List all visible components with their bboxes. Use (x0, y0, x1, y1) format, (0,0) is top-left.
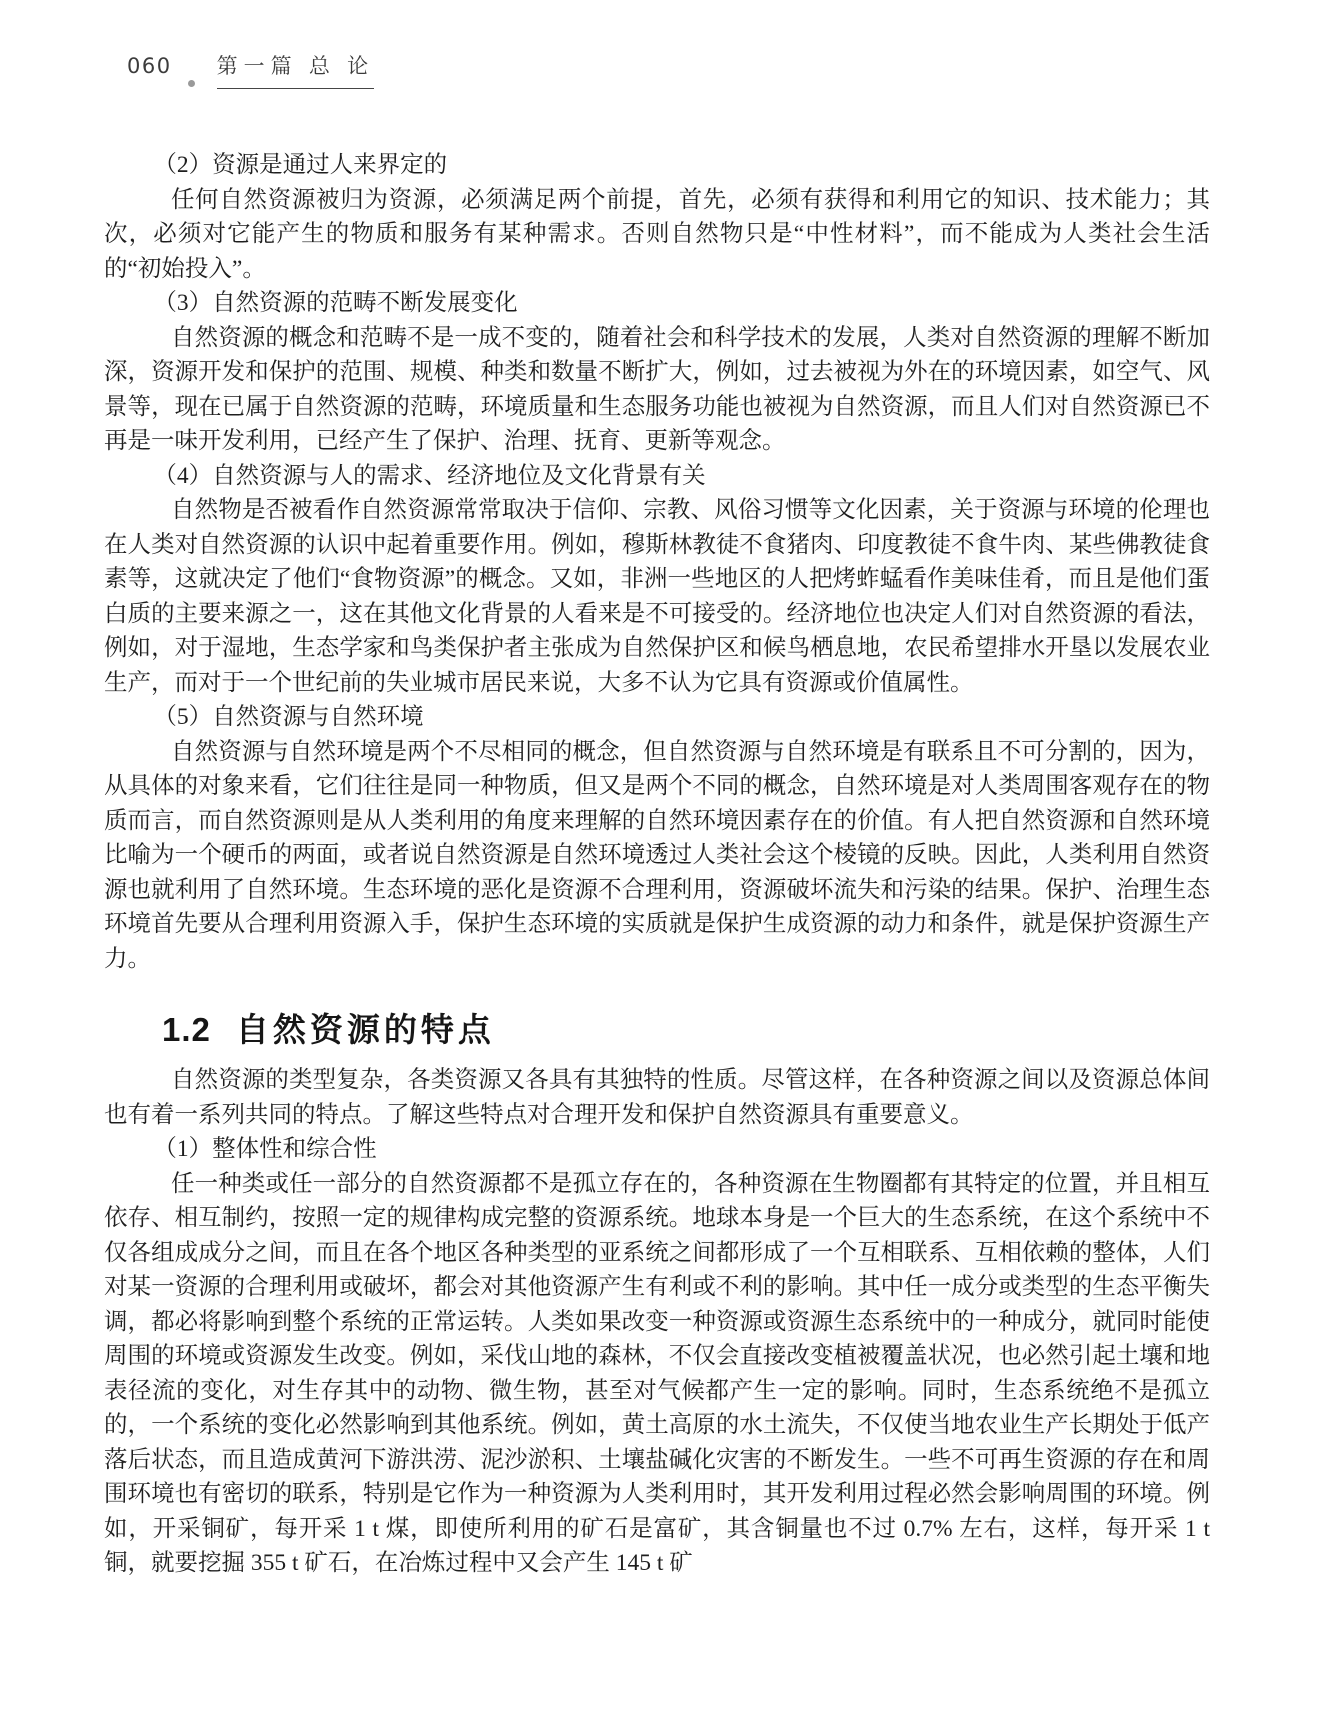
page-body (104, 148, 1210, 1581)
section-intro-paragraph: 自然资源的类型复杂，各类资源又各具有其独特的性质。尽管这样，在各种资源之间以及资源总体间也有着一系列共同的特点。了解这些特点对合理开发和保护自然资源具有重要意义。 (104, 1067, 1210, 1128)
item-1-heading: （1）整体性和综合性 (153, 1136, 377, 1163)
item-3-paragraph: 自然资源的概念和范畴不是一成不变的，随着社会和科学技术的发展，人类对自然资源的理解不断加深，资源开发和保护的范围、规模、种类和数量不断扩大，例如，过去被视为外在的环境因素，如空气、风景等，现在已属于自然资源的范畴，环境质量和生态服务功能也被视为自然资源，而且人们对自然资源已不再是一味开发利用，已经产生了保护、治理、抚育、更新等观念。 (104, 324, 1210, 454)
item-2-heading: （2）资源是通过人来界定的 (153, 152, 448, 178)
section-title: 自然资源的特点 (235, 1011, 495, 1048)
section-heading-1-2 (162, 1009, 1210, 1050)
item-5-heading: （5）自然资源与自然环境 (153, 704, 424, 730)
item-2-paragraph: 任何自然资源被归为资源，必须满足两个前提，首先，必须有获得和利用它的知识、技术能力；其次，必须对它能产生的物质和服务有某种需求。否则自然物只是“中性材料”，而不能成为人类社会生活的“初始投入”。 (104, 186, 1210, 282)
section-number: 1.2 (162, 1011, 211, 1048)
item-3-heading: （3）自然资源的范畴不断发展变化 (153, 290, 518, 316)
item-1-paragraph: 任一种类或任一部分的自然资源都不是孤立存在的，各种资源在生物圈都有其特定的位置，并且相互依存、相互制约，按照一定的规律构成完整的资源系统。地球本身是一个巨大的生态系统，在这个系统中不仅各组成成分之间，而且在各个地区各种类型的亚系统之间都形成了一个互相联系、互相依赖的整体，人们对某一资源的合理利用或破坏，都会对其他资源产生有利或不利的影响。其中任一成分或类型的生态平衡失调，都必将影响到整个系统的正常运转。人类如果改变一种资源或资源生态系统中的一种成分，就同时能使周围的环境或资源发生改变。例如，采伐山地的森林，不仅会直接改变植被覆盖状况，也必然引起土壤和地表径流的变化，对生存其中的动物、微生物，甚至对气候都产生一定的影响。同时，生态系统绝不是孤立的，一个系统的变化必然影响到其他系统。例如，黄土高原的水土流失，不仅使当地农业生产长期处于低产落后状态，而且造成黄河下游洪涝、泥沙淤积、土壤盐碱化灾害的不断发生。一些不可再生资源的存在和周围环境也有密切的联系，特别是它作为一种资源为人类利用时，其开发利用过程必然会影响周围的环境。例如，开采铜矿，每开采 1 t 煤，即使所利用的矿石是富矿，其含铜量也不过 0.7% 左右，这样，每开采 1 t 铜，就要挖掘 355 t 矿石，在冶炼过程中又会产生 145 t 矿 (104, 1170, 1210, 1577)
running-head-part-title: 第一篇 总 论 (217, 50, 375, 89)
item-5-paragraph: 自然资源与自然环境是两个不尽相同的概念，但自然资源与自然环境是有联系且不可分割的，因为，从具体的对象来看，它们往往是同一种物质，但又是两个不同的概念，自然环境是对人类周围客观存在的物质而言，而自然资源则是从人类利用的角度来理解的自然环境因素存在的价值。有人把自然资源和自然环境比喻为一个硬币的两面，或者说自然资源是自然环境透过人类社会这个棱镜的反映。因此，人类利用自然资源也就利用了自然环境。生态环境的恶化是资源不合理利用，资源破坏流失和污染的结果。保护、治理生态环境首先要从合理利用资源入手，保护生态环境的实质就是保护生成资源的动力和条件，就是保护资源生产力。 (104, 738, 1210, 972)
item-4-paragraph: 自然物是否被看作自然资源常常取决于信仰、宗教、风俗习惯等文化因素，关于资源与环境的伦理也在人类对自然资源的认识中起着重要作用。例如，穆斯林教徒不食猪肉、印度教徒不食牛肉、某些佛教徒食素等，这就决定了他们“食物资源”的概念。又如，非洲一些地区的人把烤蚱蜢看作美味佳肴，而且是他们蛋白质的主要来源之一，这在其他文化背景的人看来是不可接受的。经济地位也决定人们对自然资源的看法，例如，对于湿地，生态学家和鸟类保护者主张成为自然保护区和候鸟栖息地，农民希望排水开垦以发展农业生产，而对于一个世纪前的失业城市居民来说，大多不认为它具有资源或价值属性。 (104, 497, 1210, 696)
page-header (0, 0, 1322, 89)
page-number: 060 (127, 54, 172, 78)
item-4-heading: （4）自然资源与人的需求、经济地位及文化背景有关 (153, 462, 706, 489)
bullet-separator-icon (188, 80, 195, 87)
